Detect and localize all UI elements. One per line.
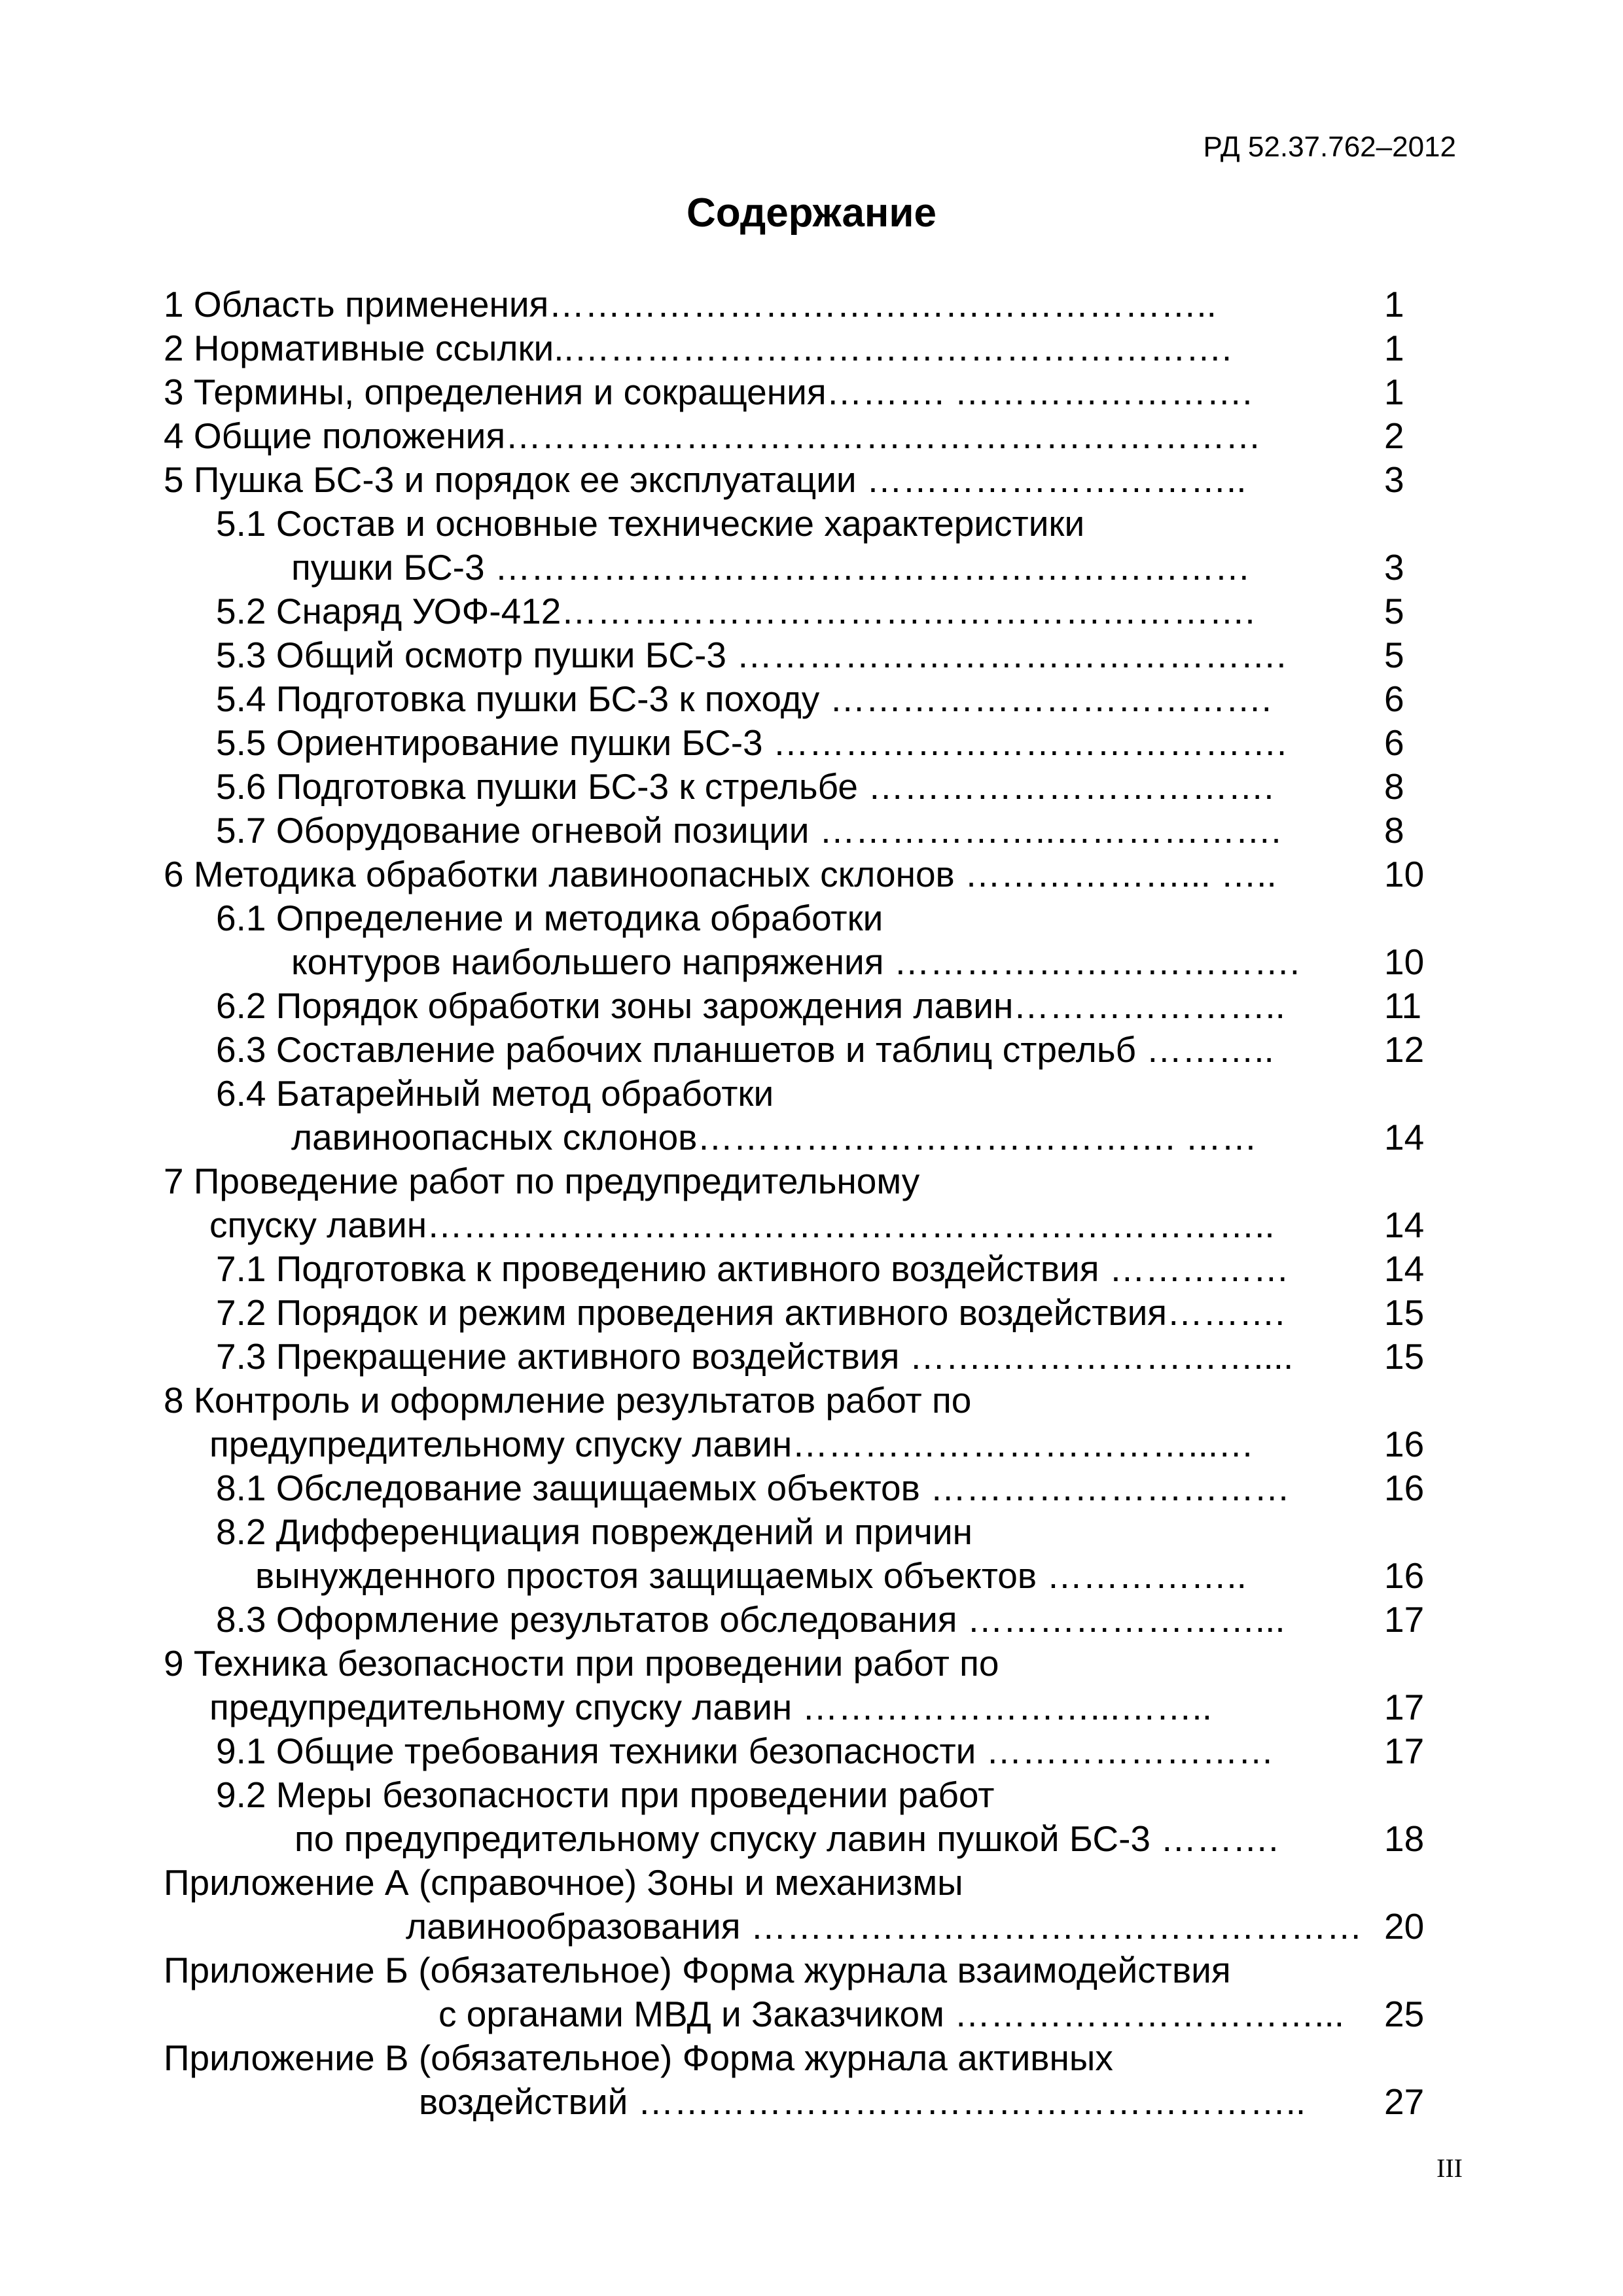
toc-entry-page: 1 xyxy=(1384,328,1404,368)
toc-entry-title: пушки БС-3 ……………………………………………………… xyxy=(291,547,1251,588)
toc-entry-page: 6 xyxy=(1384,722,1404,763)
toc-entry xyxy=(0,283,1623,327)
toc-entry xyxy=(0,1466,1623,1510)
toc-entry-title: 9.2 Меры безопасности при проведении работ xyxy=(216,1775,995,1815)
toc-entry-page: 16 xyxy=(1384,1424,1425,1464)
toc-entry xyxy=(0,1291,1623,1335)
toc-entry-page: 16 xyxy=(1384,1468,1425,1508)
toc-entry-page: 10 xyxy=(1384,942,1425,982)
toc-entry-title: 1 Область применения……………………………………………….. xyxy=(164,284,1217,325)
toc-entry xyxy=(0,2080,1623,2124)
toc-entry-title: 7.1 Подготовка к проведению активного воздействия …………… xyxy=(216,1248,1289,1289)
toc-entry xyxy=(0,458,1623,502)
toc-entry xyxy=(0,1335,1623,1379)
toc-entry-title: по предупредительному спуску лавин пушкой БС-3 ………. xyxy=(294,1818,1279,1859)
toc-entry xyxy=(0,1949,1623,1992)
toc-entry xyxy=(0,896,1623,940)
toc-entry-title: 8.2 Дифференциация повреждений и причин xyxy=(216,1511,973,1552)
toc-entry-page: 2 xyxy=(1384,415,1404,456)
toc-entry xyxy=(0,1422,1623,1466)
toc-entry xyxy=(0,414,1623,458)
toc-entry-page: 8 xyxy=(1384,766,1404,807)
toc-entry xyxy=(0,1686,1623,1729)
toc-entry-title: спуску лавин…………………………………………………………….. xyxy=(209,1205,1275,1245)
toc-entry-title: лавиноопасных склонов…………………………………. …… xyxy=(291,1117,1257,1157)
toc-entry xyxy=(0,809,1623,853)
toc-entry xyxy=(0,2036,1623,2080)
toc-entry-page: 15 xyxy=(1384,1292,1425,1333)
toc-entry-page: 10 xyxy=(1384,854,1425,894)
toc-entry xyxy=(0,1379,1623,1422)
toc-entry-page: 15 xyxy=(1384,1336,1425,1377)
toc-entry-page: 17 xyxy=(1384,1731,1425,1771)
toc-entry-page: 14 xyxy=(1384,1248,1425,1289)
toc-entry xyxy=(0,502,1623,546)
toc-entry-page: 18 xyxy=(1384,1818,1425,1859)
toc-entry-page: 25 xyxy=(1384,1994,1425,2034)
toc-entry-title: 6 Методика обработки лавиноопасных склонов ………………... ….. xyxy=(164,854,1277,894)
toc-entry-title: 5.2 Снаряд УОФ-412…………………………………………………. xyxy=(216,591,1255,631)
toc-entry-title: 6.3 Составление рабочих планшетов и таблиц стрельб ……….. xyxy=(216,1029,1274,1070)
toc-entry xyxy=(0,984,1623,1028)
toc-entry-page: 17 xyxy=(1384,1599,1425,1640)
toc-entry xyxy=(0,590,1623,633)
toc-entry-title: 8 Контроль и оформление результатов работ по xyxy=(164,1380,972,1421)
toc-entry-title: контуров наибольшего напряжения ……………………………. xyxy=(291,942,1300,982)
toc-entry-title: с органами МВД и Заказчиком …………………………... xyxy=(438,1994,1345,2034)
toc-entry-page: 3 xyxy=(1384,459,1404,500)
toc-entry-page: 5 xyxy=(1384,635,1404,675)
toc-entry xyxy=(0,1116,1623,1159)
page-header-doc-code: РД 52.37.762–2012 xyxy=(1203,131,1456,163)
toc-entry-page: 14 xyxy=(1384,1205,1425,1245)
toc-entry-title: лавинообразования …………………………………………… xyxy=(406,1906,1363,1947)
toc-entry-title: 8.3 Оформление результатов обследования ……………………... xyxy=(216,1599,1285,1640)
toc-entry-title: 9 Техника безопасности при проведении работ по xyxy=(164,1643,999,1684)
toc-entry xyxy=(0,1159,1623,1203)
toc-entry-page: 5 xyxy=(1384,591,1404,631)
toc-entry xyxy=(0,1642,1623,1686)
toc-entry-title: вынужденного простоя защищаемых объектов …………….. xyxy=(255,1555,1247,1596)
toc-entry-page: 1 xyxy=(1384,372,1404,412)
toc-entry-title: 6.1 Определение и методика обработки xyxy=(216,898,883,938)
toc-entry-title: 5.4 Подготовка пушки БС-3 к походу ………………………………. xyxy=(216,679,1272,719)
toc-entry-title: Приложение Б (обязательное) Форма журнала взаимодействия xyxy=(164,1950,1231,1990)
toc-entry xyxy=(0,721,1623,765)
toc-entry xyxy=(0,1905,1623,1949)
toc-entry xyxy=(0,1817,1623,1861)
toc-entry xyxy=(0,677,1623,721)
toc-entry xyxy=(0,853,1623,896)
toc-entry-page: 20 xyxy=(1384,1906,1425,1947)
toc-entry xyxy=(0,765,1623,809)
toc-entry-title: 5.5 Ориентирование пушки БС-3 ……………………………………. xyxy=(216,722,1287,763)
toc-entry-title: 7 Проведение работ по предупредительному xyxy=(164,1161,920,1201)
toc-entry xyxy=(0,1247,1623,1291)
toc-entry-title: Приложение А (справочное) Зоны и механизмы xyxy=(164,1862,963,1903)
toc-entry-page: 12 xyxy=(1384,1029,1425,1070)
toc-entry-page: 16 xyxy=(1384,1555,1425,1596)
toc-entry-title: 2 Нормативные ссылки..………………………………………………. xyxy=(164,328,1232,368)
toc-entry-title: предупредительному спуску лавин……………………………...… xyxy=(209,1424,1255,1464)
toc-entry-title: воздействий ……………………………………………….. xyxy=(419,2081,1306,2122)
toc-entry-title: 5.3 Общий осмотр пушки БС-3 ………………………………………. xyxy=(216,635,1287,675)
toc-entry xyxy=(0,1072,1623,1116)
toc-entry xyxy=(0,1861,1623,1905)
toc-entry-page: 27 xyxy=(1384,2081,1425,2122)
toc-entry-page: 11 xyxy=(1384,985,1422,1026)
toc-entry-title: 7.2 Порядок и режим проведения активного воздействия………. xyxy=(216,1292,1285,1333)
toc-entry-page: 8 xyxy=(1384,810,1404,851)
toc-entry-page: 1 xyxy=(1384,284,1404,325)
toc-entry xyxy=(0,370,1623,414)
toc-entry-title: 3 Термины, определения и сокращения………. ……………………. xyxy=(164,372,1253,412)
toc-entry-title: предупредительному спуску лавин ……………………...…….. xyxy=(209,1687,1212,1727)
toc-entry-title: 5.1 Состав и основные технические характеристики xyxy=(216,503,1085,544)
toc-entry xyxy=(0,1729,1623,1773)
toc-entry xyxy=(0,1773,1623,1817)
toc-entry xyxy=(0,1028,1623,1072)
toc-entry xyxy=(0,1510,1623,1554)
toc-entry-title: 8.1 Обследование защищаемых объектов ………………………… xyxy=(216,1468,1291,1508)
toc-entry-title: 7.3 Прекращение активного воздействия ……..………………….... xyxy=(216,1336,1294,1377)
toc-entry-title: 5 Пушка БС-3 и порядок ее эксплуатации ………………………….. xyxy=(164,459,1247,500)
toc-entry xyxy=(0,1203,1623,1247)
toc-entry xyxy=(0,546,1623,590)
toc-entry-page: 6 xyxy=(1384,679,1404,719)
toc-entry-title: 9.1 Общие требования техники безопасности …………………… xyxy=(216,1731,1274,1771)
page-folio: III xyxy=(1436,2153,1463,2183)
toc-entry-page: 3 xyxy=(1384,547,1404,588)
page-title: Содержание xyxy=(687,190,936,236)
toc-entry xyxy=(0,1992,1623,2036)
toc-entry-title: 4 Общие положения……………………………………………………… xyxy=(164,415,1262,456)
toc-entry xyxy=(0,940,1623,984)
toc-entry-title: 5.7 Оборудование огневой позиции ………………..………………. xyxy=(216,810,1281,851)
toc-entry-title: 6.2 Порядок обработки зоны зарождения лавин………………….. xyxy=(216,985,1285,1026)
table-of-contents xyxy=(0,283,1623,2124)
toc-entry xyxy=(0,633,1623,677)
toc-entry-title: 6.4 Батарейный метод обработки xyxy=(216,1073,774,1114)
toc-entry xyxy=(0,327,1623,370)
toc-entry-page: 17 xyxy=(1384,1687,1425,1727)
toc-entry xyxy=(0,1554,1623,1598)
toc-entry-title: 5.6 Подготовка пушки БС-3 к стрельбе ……………………………. xyxy=(216,766,1274,807)
toc-entry-title: Приложение В (обязательное) Форма журнала активных xyxy=(164,2038,1113,2078)
toc-entry xyxy=(0,1598,1623,1642)
toc-entry-page: 14 xyxy=(1384,1117,1425,1157)
